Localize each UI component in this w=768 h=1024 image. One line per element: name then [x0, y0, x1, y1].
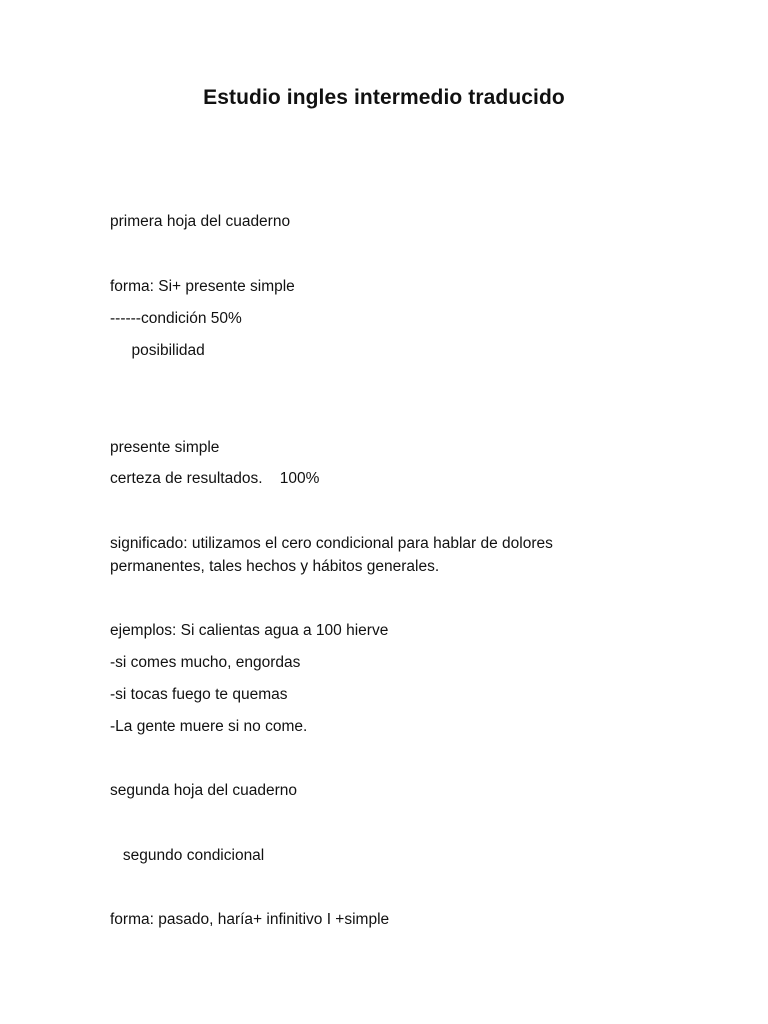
text-line: -si tocas fuego te quemas — [110, 686, 288, 703]
text-line: forma: pasado, haría+ infinitivo I +simple — [110, 911, 390, 928]
text-line: presente simple — [110, 439, 220, 456]
text-line: segundo condicional — [110, 847, 265, 864]
text-line: primera hoja del cuaderno — [110, 213, 291, 230]
text-line: ejemplos: Si calientas agua a 100 hierve — [110, 622, 389, 639]
text-paragraph: significado: utilizamos el cero condicional para hablar de dolores permanentes, tales hechos y hábitos generales. — [110, 535, 553, 575]
document-title: Estudio ingles intermedio traducido — [203, 86, 565, 109]
text-line: -La gente muere si no come. — [110, 718, 308, 735]
text-line: certeza de resultados. 100% — [110, 470, 320, 487]
text-line: forma: Si+ presente simple — [110, 278, 295, 295]
text-line: ------condición 50% — [110, 310, 242, 327]
text-line: -si comes mucho, engordas — [110, 654, 301, 671]
text-line: posibilidad — [110, 342, 205, 359]
text-line: segunda hoja del cuaderno — [110, 782, 298, 799]
